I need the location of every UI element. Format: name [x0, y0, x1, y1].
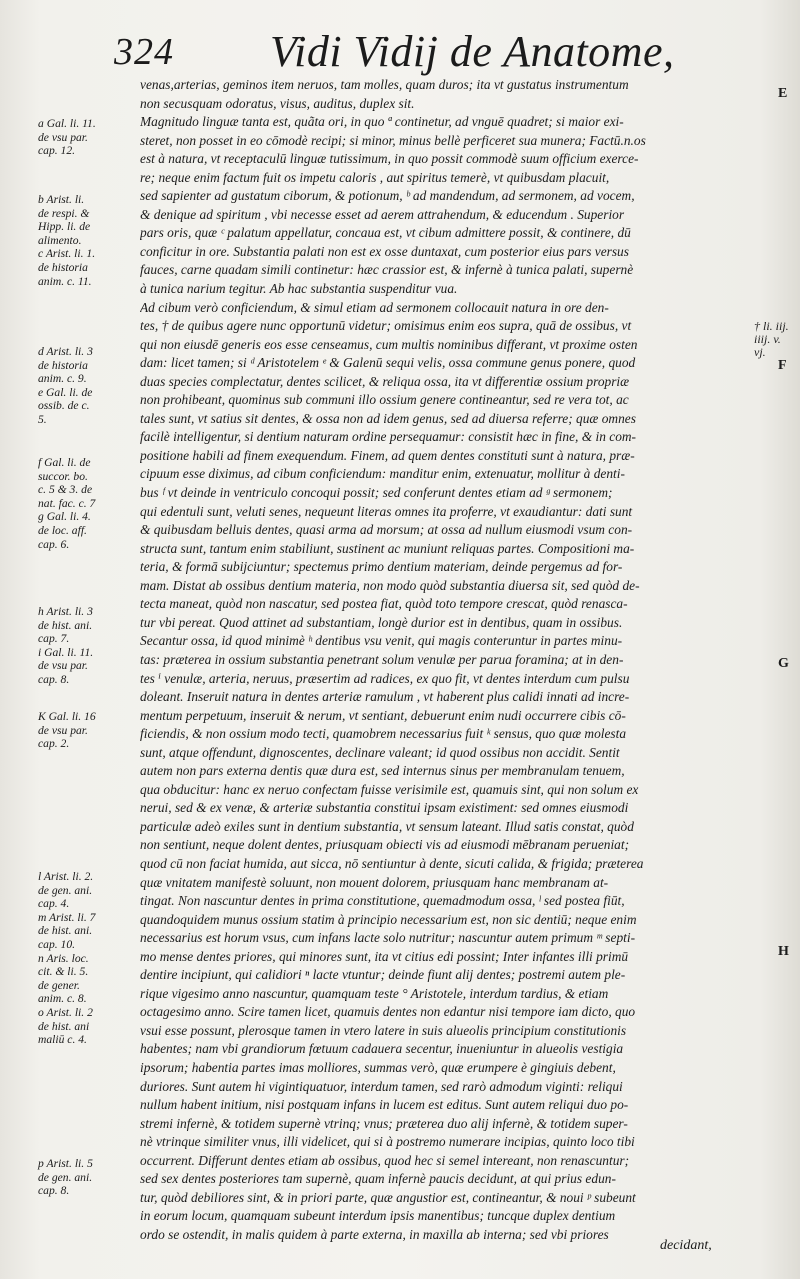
- margin-note-line: ossib. de c.: [38, 399, 90, 413]
- text-line: Secantur ossa, id quod minimè ʰ dentibus vsu venit, qui magis conteruntur in partes minu-: [140, 633, 623, 649]
- margin-note-line: maliū c. 4.: [38, 1033, 87, 1047]
- margin-note-line: cap. 8.: [38, 672, 70, 686]
- text-line: dam: licet tamen; si ᵈ Aristotelem ᵉ & Galenū sequi velis, ossa commune genus ponere, quod: [140, 355, 636, 371]
- margin-note-lmno: [38, 870, 138, 1047]
- margin-note-line: de gen. ani.: [38, 883, 93, 897]
- margin-note-line: cit. & li. 5.: [38, 965, 89, 979]
- margin-note-line: de hist. ani.: [38, 924, 93, 938]
- text-line: ipsorum; habentia partes imas molliores, summas verò, quæ erumpere è gingiuis debent,: [140, 1059, 616, 1075]
- margin-note-line: de gen. ani.: [38, 1170, 93, 1184]
- margin-note-line: c. 5 & 3. de: [38, 483, 93, 497]
- text-line: tur, quòd debiliores sint, & in priori parte, quæ angustior est, contineantur, & noui ᵖ subeunt: [140, 1189, 636, 1205]
- margin-note-line: anim. c. 9.: [38, 372, 87, 386]
- catchword: decidant,: [660, 1238, 712, 1253]
- margin-note-line: m Arist. li. 7: [38, 910, 96, 924]
- text-line: vsui esse possunt, plerosque tamen in vtero latere in suis alueolis principium constitutionis: [140, 1022, 627, 1038]
- margin-letter-e: E: [778, 86, 788, 101]
- text-line: tas: præterea in ossium substantia penetrant solum venulæ per parua foramina; at in den-: [140, 651, 624, 667]
- text-line: duas species complectatur, dentes scilicet, & reliqua ossa, ita vt differentiæ ossium propriæ: [140, 373, 630, 389]
- text-line: nerui, sed & ex venæ, & arteriæ substantia constitui ipsam existiment: sed omnes eiusmodi: [140, 800, 629, 816]
- margin-note-bc: [38, 193, 138, 288]
- text-line: positione habili ad finem exequendum. Finem, ad quem dentes constituti sunt à natura, præ-: [140, 447, 635, 463]
- margin-note-line: cap. 7.: [38, 632, 70, 646]
- text-line: stremi infernè, & totidem supernè vtrinq; vnus; præterea duo alij infernè, & totidem super-: [140, 1115, 628, 1131]
- text-line: mo mense dentes priores, qui minores sunt, ita vt citius edi possint; Inter infantes illi primū: [140, 948, 629, 964]
- text-line: sed sapienter ad gustatum ciborum, & potionum, ᵇ ad mandendum, ad sermonem, ad vocem,: [140, 188, 635, 204]
- margin-letter-h: H: [778, 944, 789, 959]
- text-line: tes, † de quibus agere nunc opportunū videtur; omisimus enim eos supra, quā de ossibus, vt: [140, 318, 632, 334]
- text-line: Ad cibum verò conficiendum, & simul etiam ad sermonem collocauit natura in ore den-: [140, 299, 609, 315]
- text-line: facilè intelligentur, si dentium naturam ordine persequamur: consistit hæc in fine, & in com-: [140, 429, 637, 445]
- margin-note-line: o Arist. li. 2: [38, 1005, 93, 1019]
- margin-note-line: de vsu par.: [38, 130, 88, 144]
- text-line: conficitur in ore. Substantia palati non est ex osse duntaxat, cum posterior eius pars versus: [140, 243, 629, 259]
- margin-letter-g: G: [778, 656, 789, 671]
- margin-note-line: l Arist. li. 2.: [38, 870, 94, 883]
- text-line: dentire incipiunt, qui calidiori ⁿ lacte vtuntur; deinde fiunt alij dentes; postremi autem ple-: [140, 967, 626, 983]
- text-line: in eorum locum, quamquam subeunt interdum ipsis manentibus; tuncque duplex dentium: [140, 1208, 616, 1224]
- margin-note-line: cap. 2.: [38, 737, 70, 751]
- margin-note-line: de hist. ani.: [38, 618, 93, 632]
- text-line: à tunica narium tegitur. Ab hac substantia suspenditur vua.: [140, 281, 458, 297]
- margin-ref-line: iiij. v.: [754, 332, 781, 346]
- text-line: qua obducitur: hanc ex neruo confectam fuisse verisimile est, quamuis sint, qui non solum ex: [140, 781, 639, 797]
- margin-note-hi: [38, 605, 138, 687]
- margin-note-line: de loc. aff.: [38, 523, 87, 537]
- margin-note-line: cap. 4.: [38, 897, 70, 911]
- text-line: sed sex dentes posteriores tam supernè, quam infernè paucis decidunt, at qui prius edun-: [140, 1171, 616, 1187]
- margin-note-line: i Gal. li. 11.: [38, 645, 94, 659]
- running-title: Vidi Vidij de Anatome,: [270, 27, 675, 76]
- margin-note-fg: [38, 456, 138, 551]
- text-line: Magnitudo linguæ tanta est, quãta ori, in quo ª continetur, ad vnguē quadret; si maior exi-: [140, 114, 624, 130]
- margin-note-line: c Arist. li. 1.: [38, 247, 96, 261]
- text-line: necessarius est horum vsus, cum infans lacte solo nutritur; nascuntur autem primum ᵐ septi-: [140, 930, 636, 946]
- text-line: quæ vnitatem manifestè soluunt, non mouent dolorem, priusquam hanc membranam at-: [140, 874, 609, 890]
- text-line: fauces, carne quadam simili continetur: hæc crassior est, & infernè à tunica palati, supernè: [140, 262, 634, 278]
- margin-note-p: [38, 1157, 138, 1198]
- text-line: sunt, atque offendunt, dignoscentes, declinare valeant; id quod ossibus non accidit. Sentit: [140, 744, 620, 760]
- text-line: tingat. Non nascuntur dentes in prima constitutione, quemadmodum ossa, ˡ sed postea fiūt,: [140, 893, 625, 909]
- margin-note-line: g Gal. li. 4.: [38, 510, 91, 524]
- text-line: ordo se ostendit, in malis quidem à parte externa, in maxilla ab interna; sed vbi priores: [140, 1226, 609, 1242]
- margin-note-line: cap. 6.: [38, 537, 70, 551]
- main-text-column: [140, 76, 768, 1244]
- text-line: doleant. Inseruit natura in dentes arteriæ ramulum , vt haberent plus calidi innati ad incre-: [140, 689, 630, 705]
- margin-letter-f: F: [778, 358, 787, 373]
- margin-note-line: de hist. ani: [38, 1019, 90, 1033]
- margin-note-line: cap. 8.: [38, 1184, 70, 1198]
- margin-note-line: succor. bo.: [38, 469, 88, 483]
- text-line: est à natura, vt receptaculū linguæ tutissimum, in quo possit commodè suum officium exerce-: [140, 151, 639, 167]
- text-line: tecta maneat, quòd non nascatur, sed postea fiat, quòd toto tempore crescat, quòd renasca-: [140, 596, 628, 612]
- text-line: rique vigesimo anno nascuntur, quamquam teste ° Aristotele, interdum tardius, & etiam: [140, 985, 609, 1001]
- text-line: qui non eiusdē generis eos esse censeamus, cum multis nominibus differant, vt proxime osten: [140, 336, 638, 352]
- text-line: tales sunt, vt satius sit dentes, & ossa non ad idem genus, sed ad diuersa referre; quæ omnes: [140, 410, 636, 426]
- text-line: quandoquidem munus ossium statim à principio necessarium est, non sic dentiū; neque enim: [140, 911, 637, 927]
- margin-note-line: K Gal. li. 16: [38, 710, 96, 723]
- text-line: quod cū non faciat humida, aut sicca, nō sentiuntur à dente, sicuti calida, & frigida; præterea: [140, 855, 644, 871]
- text-line: tur vbi pereat. Quod attinet ad substantiam, longè durior est in dentibus, quam in ossibus.: [140, 614, 623, 630]
- text-line: & denique ad spiritum , vbi necesse esset ad aerem attrahendum, & educendum . Superior: [140, 206, 625, 222]
- text-line: non sentiunt, neque dolent dentes, priusquam obiecti vis ad eiusmodi mēbranam perueniat;: [140, 837, 630, 853]
- text-line: structa sunt, tantum enim stabiliunt, sustinent ac muniunt reliquas partes. Compositioni ma-: [140, 540, 635, 556]
- text-line: teria, & formā subijciuntur; spectemus primo dentium materiam, deinde pergemus ad for-: [140, 559, 623, 575]
- text-line: non prohibeant, quominus sub communi illo ossium genere contineantur, sed re vera tot, ac: [140, 392, 629, 408]
- margin-note-k: [38, 710, 138, 751]
- text-line: tes ⁱ venulæ, arteria, neruus, præsertim ad radices, ex quo fit, vt dentes interdum cum pulsu: [140, 670, 630, 686]
- text-line: duriores. Sunt autem hi vigintiquatuor, interdum tamen, sed rarò admodum viginti: reliqui: [140, 1078, 623, 1094]
- margin-note-line: a Gal. li. 11.: [38, 117, 96, 130]
- margin-note-line: cap. 10.: [38, 937, 76, 951]
- text-line: autem non pars externa dentis quæ dura est, sed internus sinus per membranulam tenuem,: [140, 763, 625, 779]
- margin-note-line: cap. 12.: [38, 144, 76, 158]
- page-header: [0, 24, 800, 76]
- text-line: cipuum esse diximus, ad cibum conficiendum: manditur enim, extenuatur, mollitur à denti-: [140, 466, 625, 482]
- text-line: non secusquam odoratus, visus, auditus, duplex sit.: [140, 95, 415, 111]
- margin-note-line: nat. fac. c. 7: [38, 496, 96, 510]
- margin-note-de: [38, 345, 138, 427]
- text-line: bus ᶠ vt deinde in ventriculo concoqui possit; sed conferunt dentes etiam ad ᵍ sermonem;: [140, 485, 613, 501]
- margin-ref-line: vj.: [754, 345, 766, 359]
- text-line: nullum habent initium, nisi postquam infans in lucem est editus. Sunt autem reliqui duo po-: [140, 1097, 629, 1113]
- text-line: nè vtrinque similiter vnus, illi videlicet, qui si à postremo numerare incipias, quinto loco tibi: [140, 1134, 635, 1150]
- text-line: re; neque enim factum fuit os impetu caloris , aut spiritus temerè, vt quibusdam placuit,: [140, 169, 610, 185]
- margin-note-line: de vsu par.: [38, 659, 88, 673]
- text-line: occurrent. Differunt dentes etiam ab ossibus, quod hec si semel intereant, non renascuntur;: [140, 1152, 630, 1168]
- margin-note-line: Hipp. li. de: [38, 220, 91, 234]
- text-line: steret, non posset in eo cōmodè recipi; si minor, minus bellè perficeret sua munera; Factū.n.os: [140, 132, 646, 148]
- margin-note-line: de gener.: [38, 978, 80, 992]
- margin-note-line: p Arist. li. 5: [38, 1157, 93, 1170]
- text-line: habentes; nam vbi grandiorum fœtuum cadauera secentur, inueniuntur in alueolis vestigia: [140, 1041, 624, 1057]
- text-line: particulæ adeò exiles sunt in dentium substantia, vt sensum lateant. Illud satis constat, quòd: [140, 818, 634, 834]
- margin-ref-f: [754, 320, 798, 359]
- margin-note-line: de historia: [38, 358, 88, 372]
- text-line: & quibusdam belluis dentes, quasi arma ad morsum; at ossa ad nullum eiusmodi vsum con-: [140, 522, 633, 538]
- margin-note-line: h Arist. li. 3: [38, 605, 93, 618]
- text-line: pars oris, quæ ᶜ palatum appellatur, concaua est, vt cibum admittere possit, & continere, dū: [140, 225, 631, 241]
- margin-note-line: de vsu par.: [38, 723, 88, 737]
- margin-note-line: d Arist. li. 3: [38, 345, 93, 358]
- margin-note-line: alimento.: [38, 233, 82, 247]
- margin-note-line: anim. c. 11.: [38, 274, 92, 288]
- margin-note-line: f Gal. li. de: [38, 456, 91, 469]
- margin-note-line: de respi. &: [38, 206, 90, 220]
- margin-ref-line: † li. iij.: [754, 319, 789, 333]
- text-line: qui edentuli sunt, veluti senes, nequeunt literas omnes ita proferre, vt exaudiantur: dati sunt: [140, 503, 633, 519]
- text-line: mentum perpetuum, inseruit & nerum, vt sentiant, debuerunt enim nudi occurrere cibis cō-: [140, 707, 626, 723]
- margin-note-line: n Aris. loc.: [38, 951, 89, 965]
- margin-note-line: b Arist. li.: [38, 193, 85, 206]
- margin-note-line: 5.: [38, 412, 47, 426]
- page-number: 324: [114, 31, 174, 73]
- text-line: venas,arterias, geminos item neruos, tam molles, quam duros; ita vt gustatus instrumentum: [140, 77, 629, 92]
- text-line: mam. Distat ab ossibus dentium materia, non modo quòd substantia diuersa sit, sed quòd de-: [140, 577, 640, 593]
- margin-note-a: [38, 117, 138, 158]
- text-line: octagesimo anno. Scire tamen licet, quamuis dentes non edantur nisi tempore iam dicto, quo: [140, 1004, 636, 1020]
- margin-note-line: anim. c. 8.: [38, 992, 87, 1006]
- margin-note-line: de historia: [38, 260, 88, 274]
- text-line: ficiendis, & non ossium modo tecti, quamobrem necessarius fuit ᵏ sensus, quo quæ molesta: [140, 726, 627, 742]
- margin-note-line: e Gal. li. de: [38, 385, 93, 399]
